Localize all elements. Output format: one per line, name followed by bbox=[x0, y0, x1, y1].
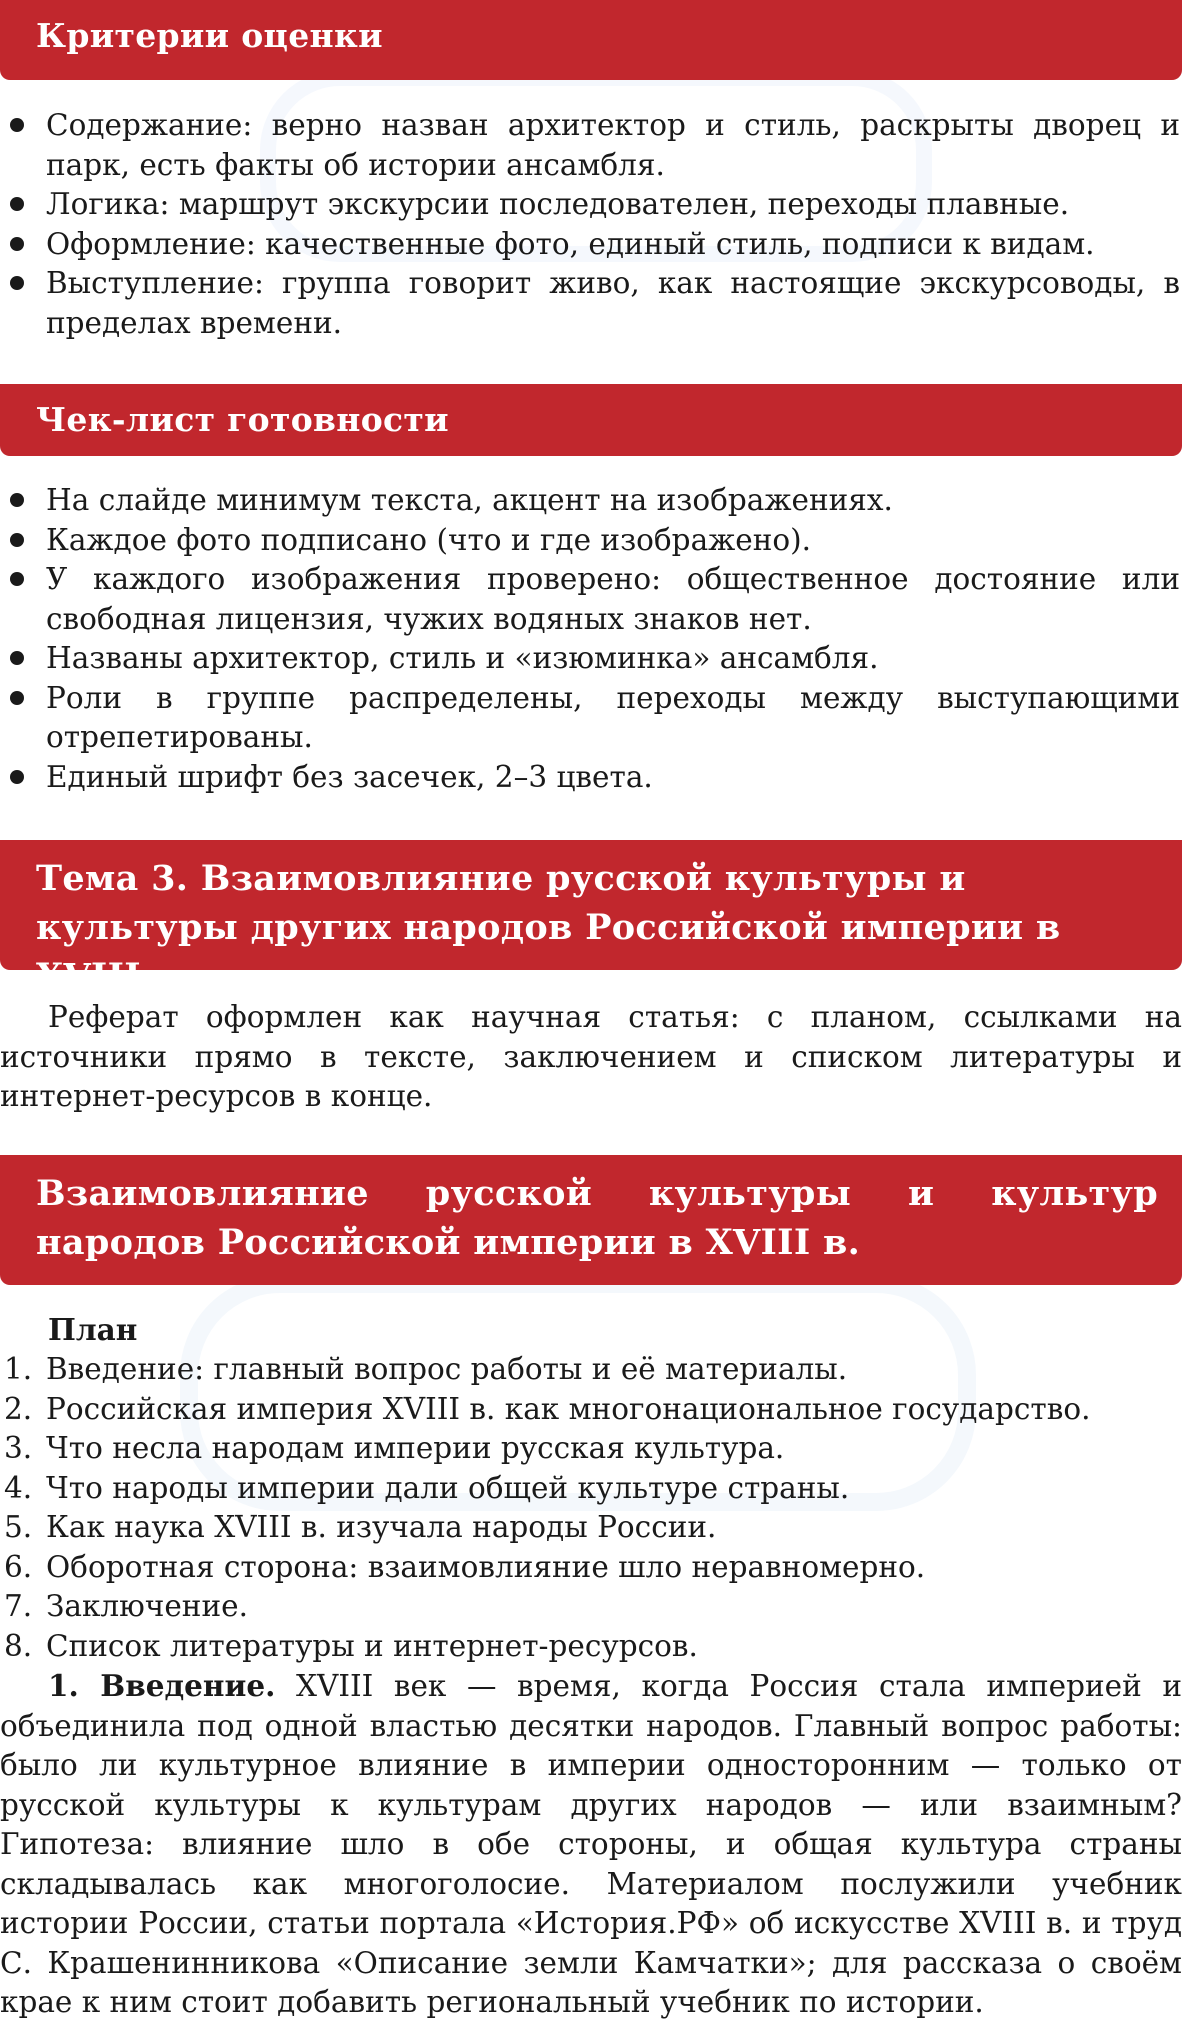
list-item-text: Как наука XVIII в. изучала народы России. bbox=[46, 1510, 717, 1544]
list-item bbox=[0, 225, 1182, 265]
list-number: 3. bbox=[4, 1431, 33, 1465]
list-item bbox=[0, 1429, 1182, 1469]
bullet-icon bbox=[10, 651, 24, 665]
list-item bbox=[0, 1587, 1182, 1627]
topic-title: Тема 3. Взаимовлияние русской культуры и культуры других народов Российской империи в XVIII в. bbox=[36, 858, 1061, 997]
list-item bbox=[0, 1390, 1182, 1430]
list-item-text: Названы архитектор, стиль и «изюминка» ансамбля. bbox=[46, 641, 879, 675]
list-item-text: Содержание: верно назван архитектор и стиль, раскрыты дворец и парк, есть факты об истории ансамбля. bbox=[46, 108, 1180, 182]
essay-title: Взаимовлияние русской культуры и культур народов Российской империи в XVIII в. bbox=[36, 1173, 1158, 1263]
list-item bbox=[0, 521, 1182, 561]
list-item bbox=[0, 1508, 1182, 1548]
list-item bbox=[0, 560, 1182, 639]
list-item bbox=[0, 1350, 1182, 1390]
list-item-text: На слайде минимум текста, акцент на изображениях. bbox=[46, 483, 893, 517]
list-number: 6. bbox=[4, 1549, 33, 1584]
intro-paragraph bbox=[0, 1666, 1182, 2023]
list-item-text: Что народы империи дали общей культуре страны. bbox=[46, 1470, 850, 1505]
list-item bbox=[0, 185, 1182, 225]
bullet-icon bbox=[10, 533, 24, 547]
list-item bbox=[0, 1548, 1182, 1588]
list-item bbox=[0, 106, 1182, 185]
list-number: 7. bbox=[4, 1589, 33, 1623]
list-number: 5. bbox=[4, 1510, 33, 1544]
list-item-text: Российская империя XVIII в. как многонациональное государство. bbox=[46, 1391, 1091, 1426]
list-item-text: Оформление: качественные фото, единый стиль, подписи к видам. bbox=[46, 226, 1095, 261]
list-item bbox=[0, 1469, 1182, 1509]
list-item-text: Список литературы и интернет-ресурсов. bbox=[46, 1628, 698, 1663]
list-item bbox=[0, 679, 1182, 758]
list-number: 4. bbox=[4, 1470, 33, 1505]
list-item-text: Единый шрифт без засечек, 2–3 цвета. bbox=[46, 759, 653, 794]
bullet-icon bbox=[10, 493, 24, 507]
list-item bbox=[0, 1627, 1182, 1667]
list-item bbox=[0, 264, 1182, 343]
list-item-text: Оборотная сторона: взаимовлияние шло неравномерно. bbox=[46, 1549, 926, 1584]
topic-banner bbox=[0, 840, 1182, 997]
topic-intro: Реферат оформлен как научная статья: с планом, ссылками на источники прямо в тексте, заключением и списком литературы и интернет-ресурсов в конце. bbox=[0, 1000, 1182, 1113]
list-item bbox=[0, 481, 1182, 521]
list-item-text: Каждое фото подписано (что и где изображено). bbox=[46, 522, 812, 557]
criteria-list bbox=[0, 106, 1182, 343]
bullet-icon bbox=[10, 118, 24, 132]
essay-banner bbox=[0, 1155, 1182, 1285]
bullet-icon bbox=[10, 197, 24, 211]
list-item-text: Заключение. bbox=[46, 1589, 248, 1623]
list-number: 2. bbox=[4, 1391, 33, 1426]
list-item-text: Введение: главный вопрос работы и её материалы. bbox=[46, 1352, 848, 1386]
intro-text: XVIII век — время, когда Россия стала империей и объединила под одной властью десятки народов. Главный вопрос работы: было ли культурное влияние в империи односторонним — только от русской культуры к культурам других народов — или взаимным? Гипотеза: влияние шло в обе стороны, и общая культура страны складывалась как многоголосие. Материалом послужили учебник истории России, статьи портала «История.РФ» об искусстве XVIII в. и труд С. Крашенинникова «Описание земли Камчатки»; для рассказа о своём крае к ним стоит добавить региональный учебник по истории. bbox=[0, 1669, 1182, 2019]
plan-heading: План bbox=[48, 1312, 138, 1347]
list-item-text: Выступление: группа говорит живо, как настоящие экскурсоводы, в пределах времени. bbox=[46, 266, 1180, 340]
list-item-text: Что несла народам империи русская культура. bbox=[46, 1431, 785, 1465]
bullet-icon bbox=[10, 770, 24, 784]
plan-list bbox=[0, 1350, 1182, 1666]
list-item bbox=[0, 758, 1182, 798]
list-item-text: Роли в группе распределены, переходы между выступающими отрепетированы. bbox=[46, 680, 1180, 754]
list-item-text: Логика: маршрут экскурсии последователен, переходы плавные. bbox=[46, 187, 1070, 221]
list-number: 8. bbox=[4, 1628, 33, 1663]
list-number: 1. bbox=[4, 1352, 33, 1386]
list-item-text: У каждого изображения проверено: общественное достояние или свободная лицензия, чужих водяных знаков нет. bbox=[46, 562, 1180, 636]
criteria-title: Критерии оценки bbox=[36, 16, 383, 55]
criteria-banner bbox=[0, 0, 1182, 80]
bullet-icon bbox=[10, 572, 24, 586]
checklist-title: Чек-лист готовности bbox=[36, 400, 449, 439]
bullet-icon bbox=[10, 237, 24, 251]
bullet-icon bbox=[10, 276, 24, 290]
intro-label: 1. Введение. bbox=[48, 1668, 276, 1703]
checklist-banner bbox=[0, 384, 1182, 456]
bullet-icon bbox=[10, 691, 24, 705]
list-item bbox=[0, 639, 1182, 679]
checklist-list bbox=[0, 481, 1182, 797]
